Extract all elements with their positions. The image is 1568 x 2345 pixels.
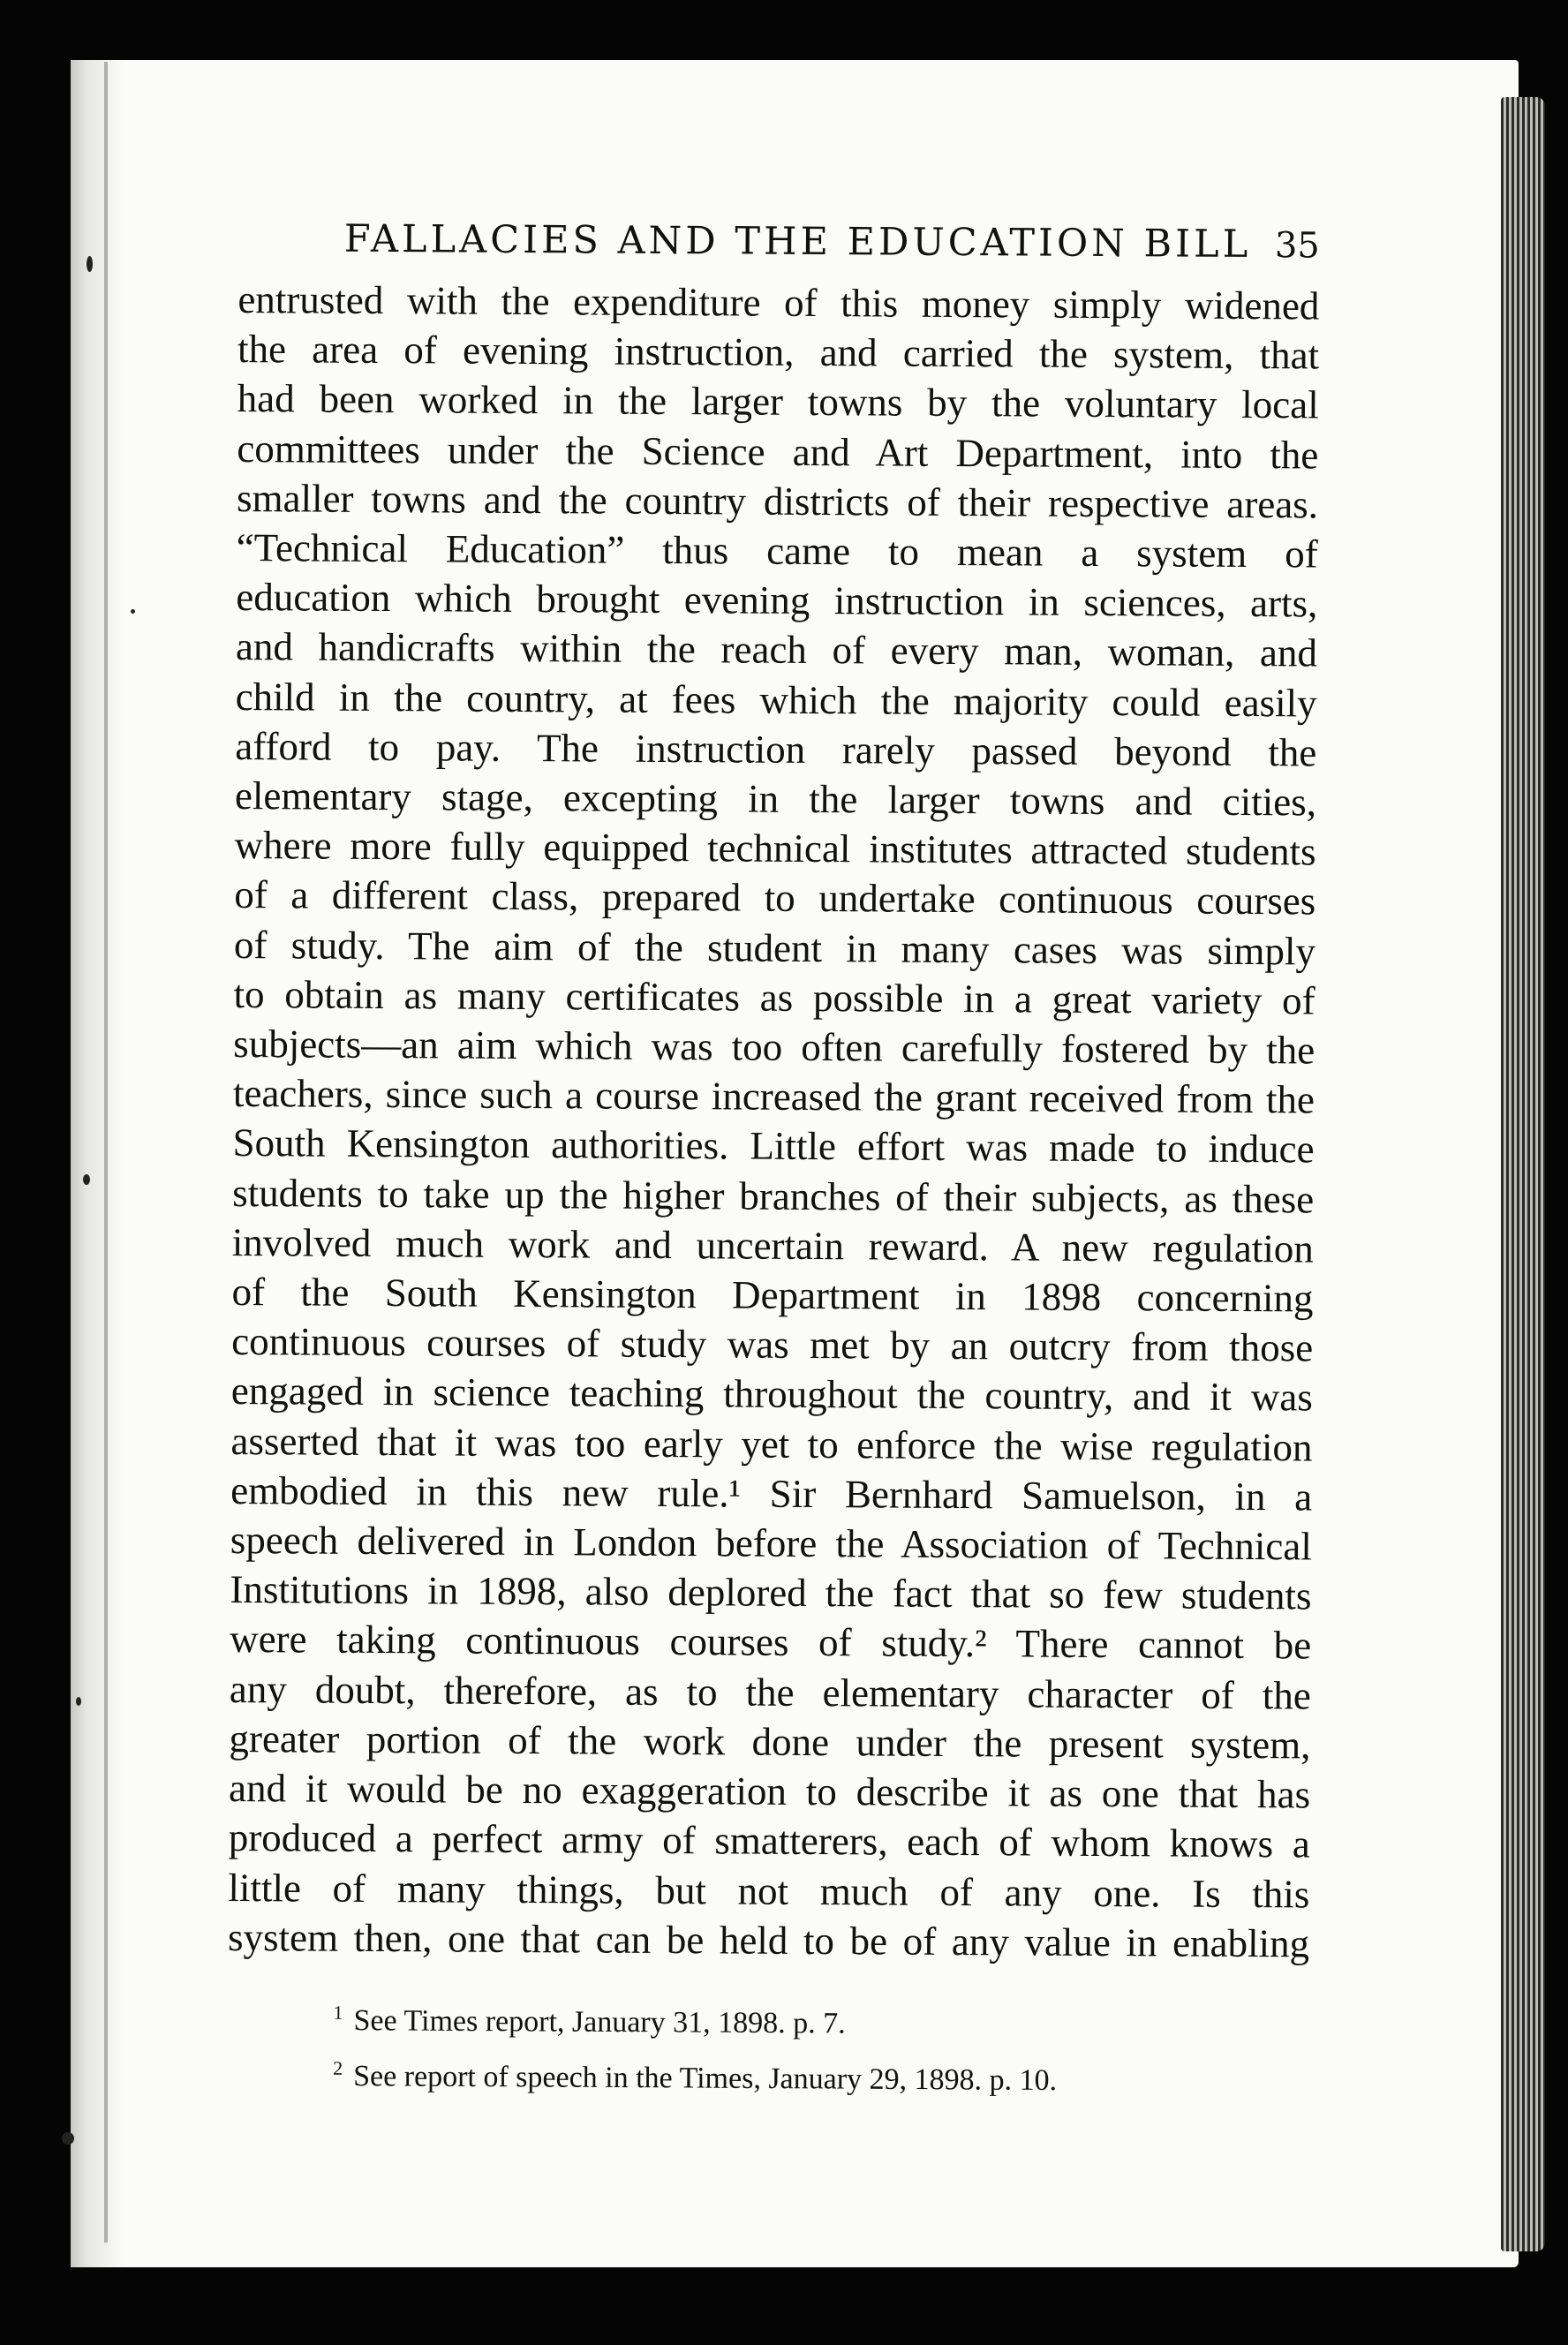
- text-line: engaged in science teaching throughout the country, and it was: [230, 1369, 1314, 1420]
- page-stack-edges: [1501, 97, 1545, 2251]
- page-content: [227, 216, 1320, 2107]
- text-line: continuous courses of study was met by an outcry from those: [231, 1319, 1314, 1370]
- text-line: elementary stage, excepting in the larger towns and cities,: [234, 773, 1317, 825]
- text-line: child in the country, at fees which the majority could easily: [235, 674, 1317, 726]
- margin-speck: [131, 609, 135, 614]
- gutter-shadow: [71, 60, 124, 2267]
- text-line: greater portion of the work done under the present system,: [229, 1715, 1311, 1768]
- footnote-text: See Times report, January 31, 1898. p. 7.: [353, 2004, 846, 2040]
- text-line: speech delivered in London before the Association of Technical: [230, 1518, 1312, 1569]
- text-line: entrusted with the expenditure of this money simply widened: [237, 276, 1320, 328]
- text-line: teachers, since such a course increased the grant received from the: [232, 1071, 1315, 1122]
- page-number: 35: [1274, 225, 1320, 267]
- text-line: embodied in this new rule.¹ Sir Bernhard Samuelson, in a: [230, 1467, 1313, 1519]
- text-line: students to take up the higher branches of their subjects, as these: [232, 1170, 1315, 1222]
- text-line: to obtain as many certificates as possible in a great variety of: [233, 971, 1315, 1023]
- body-text: [228, 275, 1320, 1968]
- margin-speck: [87, 256, 93, 272]
- text-line: of the South Kensington Department in 1898 concerning: [231, 1270, 1314, 1321]
- footnote-marker: 2: [333, 2056, 343, 2079]
- footnotes: [333, 1989, 1309, 2107]
- text-line: produced a perfect army of smatterers, each of whom knows a: [228, 1815, 1310, 1866]
- text-line: involved much work and uncertain reward. A new regulation: [231, 1219, 1315, 1271]
- footnote-marker: 1: [333, 2001, 343, 2024]
- text-line: committees under the Science and Art Department, into the: [237, 426, 1319, 478]
- running-head: [344, 217, 1320, 268]
- text-line: afford to pay. The instruction rarely passed beyond the: [235, 723, 1317, 775]
- text-line: Institutions in 1898, also deplored the fact that so few students: [230, 1567, 1312, 1618]
- text-line: any doubt, therefore, as to the elementary character of the: [229, 1666, 1311, 1718]
- text-line: of study. The aim of the student in many cases was simply: [233, 922, 1316, 974]
- margin-speck: [62, 2132, 74, 2145]
- footnote: [333, 2045, 1308, 2107]
- footnote-text: See report of speech in the Times, January 29, 1898. p. 10.: [353, 2060, 1058, 2098]
- text-line: asserted that it was too early yet to enforce the wise regulation: [230, 1418, 1313, 1470]
- text-line: had been worked in the larger towns by the voluntary local: [237, 376, 1319, 427]
- text-line: and it would be no exaggeration to describe it as one that has: [228, 1766, 1311, 1817]
- text-line: “Technical Education” thus came to mean a system of: [236, 525, 1318, 577]
- spine-edge: [104, 62, 108, 2243]
- text-line: smaller towns and the country districts of their respective areas.: [236, 475, 1319, 527]
- footnote: [333, 1989, 1308, 2051]
- text-line: and handicrafts within the reach of every man, woman, and: [235, 624, 1318, 675]
- text-line: system then, one that can be held to be of any value in enabling: [227, 1914, 1310, 1966]
- text-line: the area of evening instruction, and carried the system, that: [237, 327, 1320, 378]
- text-line: education which brought evening instruction in sciences, arts,: [236, 575, 1318, 626]
- text-line: subjects—an aim which was too often carefully fostered by the: [233, 1022, 1315, 1073]
- margin-speck: [76, 1697, 81, 1706]
- text-line: South Kensington authorities. Little effort was made to induce: [232, 1120, 1315, 1172]
- text-line: where more fully equipped technical institutes attracted students: [234, 823, 1316, 874]
- text-line: little of many things, but not much of any one. Is this: [228, 1865, 1310, 1916]
- text-line: were taking continuous courses of study.² There cannot be: [230, 1617, 1312, 1668]
- running-title: FALLACIES AND THE EDUCATION BILL: [343, 216, 1252, 268]
- margin-speck: [83, 1174, 90, 1185]
- text-line: of a different class, prepared to undertake continuous courses: [234, 872, 1316, 924]
